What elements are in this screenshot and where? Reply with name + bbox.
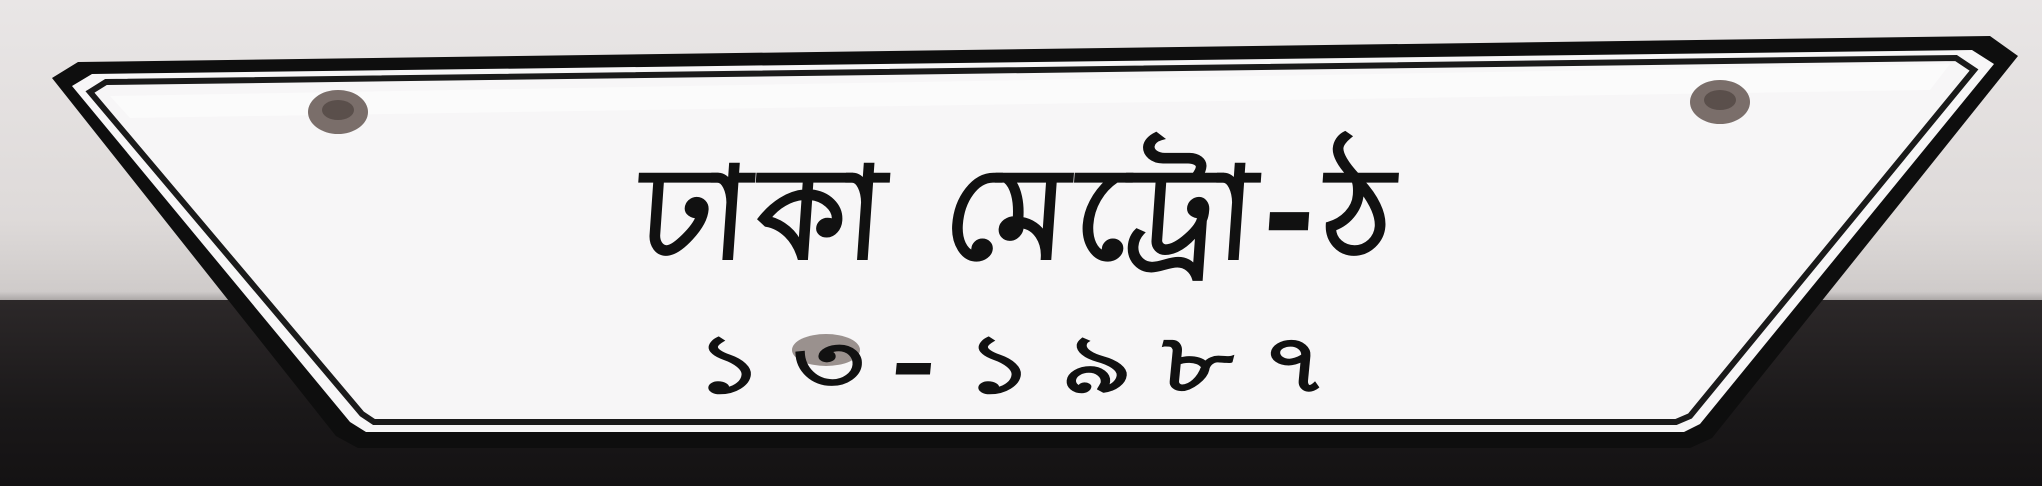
bolt-hole-icon xyxy=(792,334,860,366)
bolt-hole-icon xyxy=(308,90,368,134)
plate-line-number: ১৩-১৯৮৭ xyxy=(688,318,1363,412)
plate-line-district: ঢাকা মেট্রো-ঠ xyxy=(634,140,1406,289)
bolt-hole-icon xyxy=(1690,80,1750,124)
